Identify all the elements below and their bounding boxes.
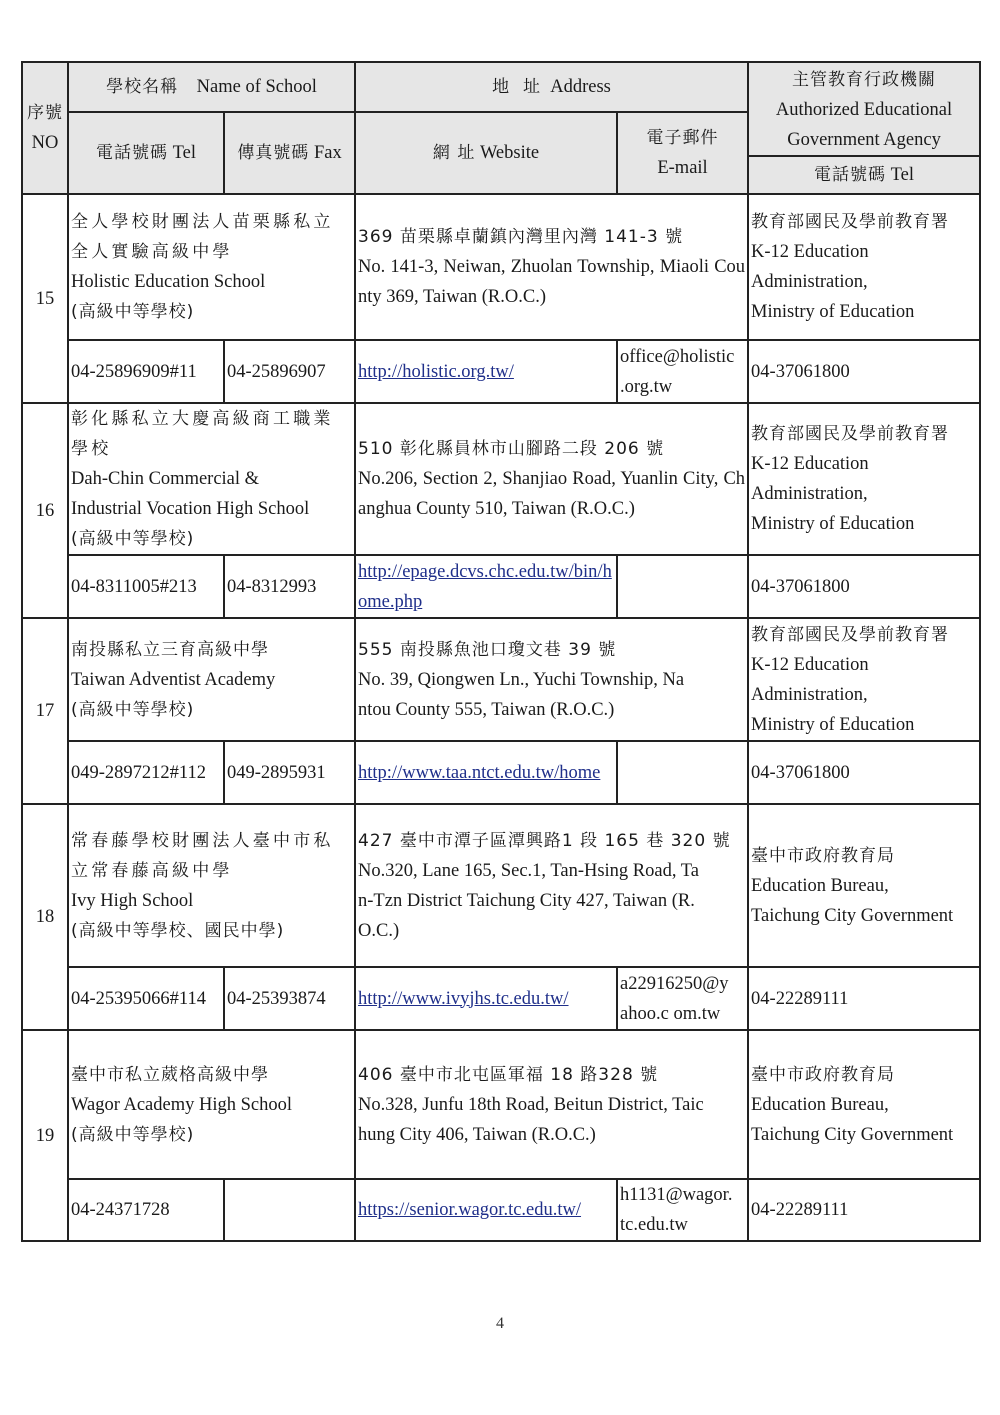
page-number: 4 (496, 1315, 504, 1332)
agency-en-1: Education Bureau, (751, 1094, 889, 1115)
email-line-2: .org.tw (620, 376, 673, 397)
school-name-zh-2: 立常春藤高級中學 (71, 860, 233, 881)
address-en: No.328, Junfu 18th Road, Beitun District, Taichung City 406, Taiwan (R.O.C.) (358, 1094, 704, 1145)
school-name-en: Taiwan Adventist Academy (71, 669, 276, 690)
header-email-cjk: 電子郵件 (646, 128, 719, 148)
header-agency-en-2: Government Agency (787, 130, 941, 150)
agency-cell (748, 1030, 980, 1179)
header-fax-cjk: 傳真號碼 (237, 143, 310, 163)
agency-en-1: K-12 Education (751, 454, 869, 474)
school-name-cell (68, 1030, 355, 1179)
header-agency-en-1: Authorized Educational (775, 100, 953, 120)
website-link[interactable]: http://holistic.org.tw/ (358, 361, 514, 382)
email-cell (617, 340, 748, 403)
header-no (22, 62, 68, 194)
school-name-zh: 全人學校財團法人苗栗縣私立 (71, 212, 334, 232)
header-tel-cjk: 電話號碼 (96, 143, 168, 163)
header-school-name (68, 62, 355, 112)
website-link[interactable]: http://www.taa.ntct.edu.tw/home (358, 762, 601, 783)
agency-zh: 教育部國民及學前教育署 (751, 424, 950, 444)
header-agency-tel (748, 156, 980, 194)
agency-zh: 教育部國民及學前教育署 (751, 212, 950, 232)
website-cell (355, 555, 617, 618)
address-cell (355, 1030, 748, 1179)
table-row (22, 804, 980, 967)
address-cell (355, 804, 748, 967)
agency-en-2: Administration, (751, 272, 868, 292)
header-email (617, 112, 748, 194)
school-name-zh: 臺中市私立葳格高級中學 (71, 1064, 269, 1085)
header-tel-en: Tel (172, 143, 196, 163)
table-row-contact (22, 967, 980, 1030)
school-type: (高級中等學校) (71, 1124, 195, 1145)
agency-en-3: Ministry of Education (751, 302, 915, 322)
school-name-en: Holistic Education School (71, 272, 266, 292)
table-row-contact (22, 340, 980, 403)
header-tel (68, 112, 224, 194)
agency-en-2: Administration, (751, 684, 868, 705)
address-en: No.320, Lane 165, Sec.1, Tan-Hsing Road, Tan-Tzn District Taichung City 427, Taiwan (R.O.C.) (358, 860, 699, 941)
row-number: 16 (22, 403, 68, 618)
school-type: (高級中等學校) (71, 699, 195, 720)
school-name-zh-2: 全人實驗高級中學 (71, 242, 233, 262)
table-row (22, 194, 980, 340)
website-link[interactable]: https://senior.wagor.tc.edu.tw/ (358, 1200, 582, 1220)
address-zh: 406 臺中市北屯區軍福 18 路328 號 (358, 1064, 659, 1085)
agency-tel-cell: 04-22289111 (748, 1179, 980, 1241)
table-row-contact (22, 1179, 980, 1241)
email-line-2: tc.edu.tw (620, 1215, 688, 1235)
tel-cell: 04-24371728 (68, 1179, 224, 1241)
school-directory-table (21, 61, 981, 1242)
header-fax-en: Fax (313, 143, 342, 163)
school-name-cell (68, 618, 355, 741)
tel-cell: 04-25896909#11 (68, 340, 224, 403)
fax-cell: 04-8312993 (224, 555, 355, 618)
school-name-zh-2: 學校 (71, 439, 112, 459)
address-zh: 427 臺中市潭子區潭興路1 段 165 巷 320 號 (358, 830, 731, 851)
agency-en-1: K-12 Education (751, 654, 869, 675)
address-en: No. 141-3, Neiwan, Zhuolan Township, Miaoli County 369, Taiwan (R.O.C.) (358, 257, 746, 307)
website-cell (355, 741, 617, 804)
email-line-2: ahoo.c om.tw (620, 1003, 721, 1024)
fax-cell (224, 1179, 355, 1241)
school-name-en-2: Industrial Vocation High School (71, 499, 310, 519)
header-no-en: NO (31, 133, 59, 153)
agency-cell (748, 194, 980, 340)
agency-en-1: Education Bureau, (751, 875, 889, 896)
header-agency (748, 62, 980, 156)
address-en: No. 39, Qiongwen Ln., Yuchi Township, Nantou County 555, Taiwan (R.O.C.) (358, 669, 685, 720)
header-school-name-cjk: 學校名稱 (106, 77, 179, 97)
header-agency-cjk: 主管教育行政機關 (792, 70, 937, 90)
email-line-1: h1131@wagor. (620, 1185, 733, 1205)
agency-cell (748, 804, 980, 967)
table-row (22, 618, 980, 741)
website-link[interactable]: http://www.ivyjhs.tc.edu.tw/ (358, 988, 569, 1009)
website-cell (355, 1179, 617, 1241)
header-agency-tel-en: Tel (890, 165, 915, 185)
row-number: 19 (22, 1030, 68, 1241)
school-name-zh: 南投縣私立三育高級中學 (71, 639, 269, 660)
school-type: (高級中等學校、國民中學) (71, 920, 285, 941)
website-cell (355, 340, 617, 403)
school-name-cell (68, 403, 355, 555)
header-address-cjk: 地 址 (492, 77, 541, 97)
header-school-name-en: Name of School (196, 77, 317, 97)
address-cell (355, 618, 748, 741)
agency-en-3: Ministry of Education (751, 714, 915, 735)
agency-en-2: Taichung City Government (751, 905, 954, 926)
header-fax (224, 112, 355, 194)
table-row (22, 403, 980, 555)
address-en: No.206, Section 2, Shanjiao Road, Yuanlin City, Changhua County 510, Taiwan (R.O.C.) (358, 469, 746, 519)
email-cell (617, 741, 748, 804)
tel-cell: 049-2897212#112 (68, 741, 224, 804)
header-no-cjk: 序號 (27, 103, 63, 123)
header-address (355, 62, 748, 112)
agency-zh: 臺中市政府教育局 (751, 1064, 896, 1085)
website-cell (355, 967, 617, 1030)
agency-tel-cell: 04-22289111 (748, 967, 980, 1030)
row-number: 15 (22, 194, 68, 403)
school-type: (高級中等學校) (71, 529, 195, 549)
row-number: 18 (22, 804, 68, 1030)
header-website-cjk: 網 址 (432, 143, 476, 163)
address-cell (355, 403, 748, 555)
email-line-1: a22916250@y (620, 973, 729, 994)
school-name-zh: 常春藤學校財團法人臺中市私 (71, 830, 334, 851)
header-email-en: E-mail (657, 158, 708, 178)
agency-en-3: Ministry of Education (751, 514, 915, 534)
address-zh: 369 苗栗縣卓蘭鎮內灣里內灣 141-3 號 (358, 227, 684, 247)
header-address-en: Address (550, 77, 611, 97)
header-agency-tel-cjk: 電話號碼 (814, 165, 887, 185)
header-row-1 (22, 62, 980, 112)
agency-zh: 臺中市政府教育局 (751, 845, 896, 866)
school-name-en: Ivy High School (71, 890, 194, 911)
fax-cell: 04-25393874 (224, 967, 355, 1030)
address-zh: 510 彰化縣員林市山腳路二段 206 號 (358, 439, 665, 459)
agency-cell (748, 618, 980, 741)
school-name-en: Dah-Chin Commercial & (71, 469, 260, 489)
table-row (22, 1030, 980, 1179)
agency-cell (748, 403, 980, 555)
agency-zh: 教育部國民及學前教育署 (751, 624, 950, 645)
email-cell (617, 555, 748, 618)
row-number: 17 (22, 618, 68, 804)
header-website-en: Website (479, 143, 540, 163)
fax-cell: 049-2895931 (224, 741, 355, 804)
agency-en-1: K-12 Education (751, 242, 869, 262)
email-cell (617, 1179, 748, 1241)
agency-en-2: Administration, (751, 484, 868, 504)
school-name-cell (68, 804, 355, 967)
email-cell (617, 967, 748, 1030)
school-name-cell (68, 194, 355, 340)
fax-cell: 04-25896907 (224, 340, 355, 403)
agency-tel-cell: 04-37061800 (748, 741, 980, 804)
agency-en-2: Taichung City Government (751, 1124, 954, 1145)
table-row-contact (22, 555, 980, 618)
school-name-en: Wagor Academy High School (71, 1094, 292, 1115)
agency-tel-cell: 04-37061800 (748, 340, 980, 403)
school-type: (高級中等學校) (71, 302, 195, 322)
school-name-zh: 彰化縣私立大慶高級商工職業 (71, 409, 334, 429)
website-link[interactable]: http://epage.dcvs.chc.edu.tw/bin/home.php (358, 561, 612, 612)
agency-tel-cell: 04-37061800 (748, 555, 980, 618)
email-line-1: office@holistic (620, 346, 735, 367)
tel-cell: 04-8311005#213 (68, 555, 224, 618)
address-zh: 555 南投縣魚池口瓊文巷 39 號 (358, 639, 617, 660)
tel-cell: 04-25395066#114 (68, 967, 224, 1030)
address-cell (355, 194, 748, 340)
table-row-contact (22, 741, 980, 804)
header-website (355, 112, 617, 194)
